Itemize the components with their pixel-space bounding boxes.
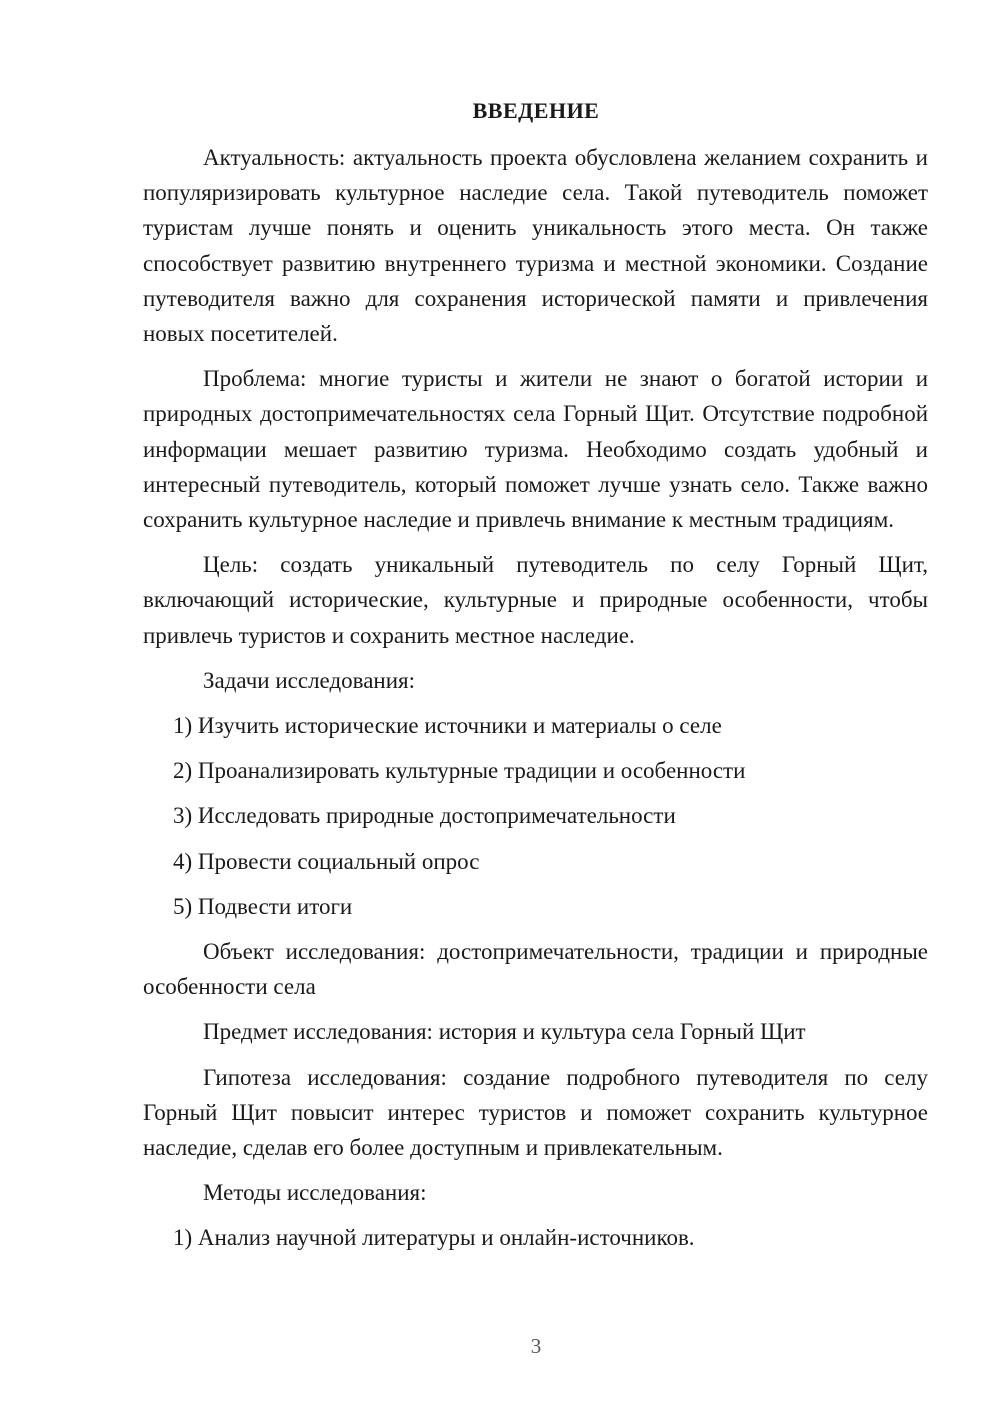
object-paragraph: Объект исследования: достопримечательности, традиции и природные особенности села: [143, 939, 928, 1000]
goal-paragraph: Цель: создать уникальный путеводитель по селу Горный Щит, включающий исторические, культурные и природные особенности, чтобы привлечь туристов и сохранить местное наследие.: [143, 552, 928, 648]
problem-paragraph: Проблема: многие туристы и жители не знают о богатой истории и природных достопримечательностях села Горный Щит. Отсутствие подробной информации мешает развитию туризма. Необходимо создать удобный и интересный путеводитель, который поможет лучше узнать село. Также важно сохранить культурное наследие и привлечь внимание к местным традициям.: [143, 366, 928, 533]
methods-list: [143, 1220, 928, 1255]
page-number: 3: [530, 1334, 542, 1358]
methods-heading: Методы исследования:: [203, 1180, 427, 1206]
hypothesis-paragraph: Гипотеза исследования: создание подробного путеводителя по селу Горный Щит повысит интерес туристов и поможет сохранить культурное наследие, сделав его более доступным и привлекательным.: [143, 1064, 928, 1161]
list-item: 2) Проанализировать культурные традиции и особенности: [173, 758, 746, 784]
document-body: [143, 140, 928, 1256]
list-item: 3) Исследовать природные достопримечательности: [173, 803, 676, 829]
list-item: 1) Изучить исторические источники и материалы о селе: [173, 713, 722, 739]
list-item: 4) Провести социальный опрос: [173, 848, 480, 874]
relevance-paragraph: Актуальность: актуальность проекта обусловлена желанием сохранить и популяризировать культурное наследие села. Такой путеводитель поможет туристам лучше понять и оценить уникальность этого места. Он также способствует развитию внутреннего туризма и местной экономики. Создание путеводителя важно для сохранения исторической памяти и привлечения новых посетителей.: [143, 145, 928, 347]
page-title: ВВЕДЕНИЕ: [472, 98, 600, 123]
tasks-heading: Задачи исследования:: [203, 667, 416, 693]
subject-paragraph: Предмет исследования: история и культура села Горный Щит: [203, 1019, 806, 1045]
list-item: 1) Анализ научной литературы и онлайн-источников.: [173, 1225, 695, 1251]
list-item: 5) Подвести итоги: [173, 893, 353, 919]
tasks-list: [143, 708, 928, 924]
